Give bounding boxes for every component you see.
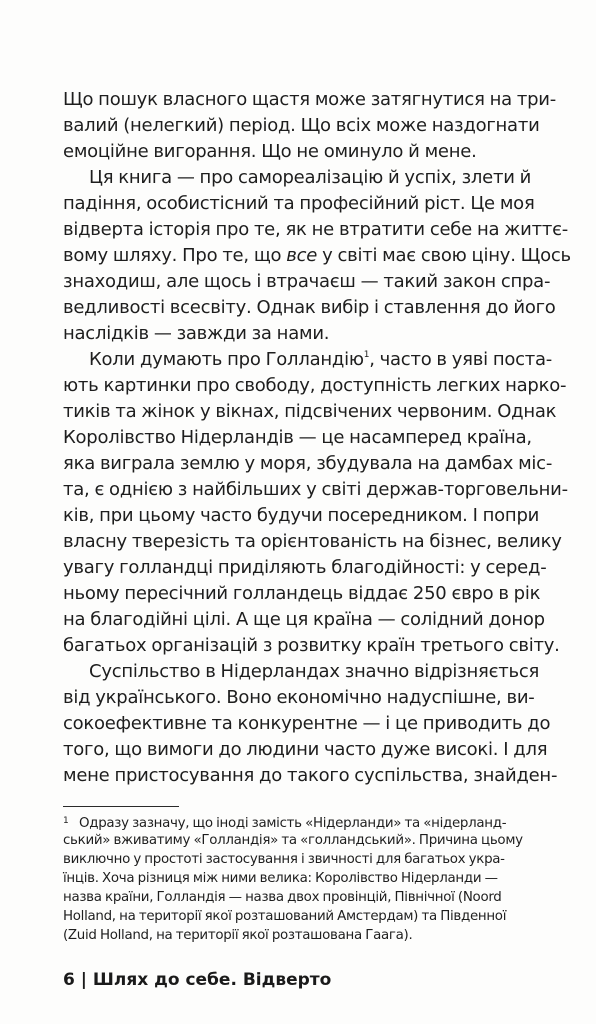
text-line: Що пошук власного щастя може затягнутися на три- (63, 89, 556, 110)
text-segment: Коли думають про Голландію (89, 349, 364, 370)
text-line: ведливості всесвіту. Однак вибір і ставлення до його (63, 297, 556, 318)
text-line (63, 243, 583, 269)
text-line: увагу голландці приділяють благодійності: у серед- (63, 557, 547, 578)
footnote-divider (63, 806, 179, 807)
footnote-number: 1 (63, 816, 69, 826)
footnote-line: їнців. Хоча різниця між ними велика: Королівство Нідерланди — (63, 871, 498, 886)
emphasized-word: все (286, 245, 318, 266)
text-line: від українського. Воно економічно надуспішне, ви- (63, 687, 535, 708)
page-footer: 6 | Шлях до себе. Відверто (63, 970, 332, 990)
text-line: ків, при цьому часто будучи посередником. І попри (63, 505, 540, 526)
text-line: яка виграла землю у моря, збудувала на дамбах міс- (63, 453, 553, 474)
text-line: Ця книга — про самореалізацію й успіх, злети й (89, 167, 532, 188)
text-line: наслідків — завжди за нами. (63, 323, 330, 344)
text-segment: , часто в уяві поста- (369, 349, 553, 370)
footnote-line: (Zuid Holland, на території якої розташована Гаага). (63, 928, 413, 943)
text-line: сокоефективне та конкурентне — і це приводить до (63, 713, 551, 734)
text-line: ють картинки про свободу, доступність легких нарко- (63, 375, 567, 396)
text-line: падіння, особистісний та професійний ріст. Це моя (63, 193, 535, 214)
footnote-text: Одразу зазначу, що іноді замість «Нідерланди» та «нідерланд- (79, 816, 507, 831)
text-line: Суспільство в Нідерландах значно відрізняється (89, 661, 540, 682)
text-line: на благодійні цілі. А ще ця країна — солідний донор (63, 609, 545, 630)
text-line: власну тверезість та орієнтованість на бізнес, велику (63, 531, 562, 552)
text-line: багатьох організацій з розвитку країн третього світу. (63, 635, 560, 656)
text-line: валий (нелегкий) період. Що всіх може наздогнати (63, 115, 540, 136)
text-line: тиків та жінок у вікнах, підсвічених червоним. Однак (63, 401, 557, 422)
footnote-line (63, 812, 583, 831)
text-segment: у світі має свою ціну. Щось (317, 245, 571, 266)
footnote-line: виключно у простоті застосування і звичності для багатьох укра- (63, 852, 505, 867)
text-segment: вому шляху. Про те, що (63, 245, 287, 266)
text-line: та, є однією з найбільших у світі держав-торговельни- (63, 479, 568, 500)
text-line: ньому пересічний голландець віддає 250 євро в рік (63, 583, 541, 604)
text-line: відверта історія про те, як не втратити себе на життє- (63, 219, 568, 240)
footnote-line: назва країни, Голландія — назва двох провінцій, Північної (Noord (63, 890, 502, 905)
footnote-line: Holland, на території якої розташований Амстердам) та Південної (63, 909, 507, 924)
footnote-reference: 1 (363, 350, 370, 360)
text-line: Королівство Нідерландів — це насамперед країна, (63, 427, 532, 448)
text-line: того, що вимоги до людини часто дуже високі. І для (63, 739, 548, 760)
footnote-line: ський» вживатиму «Голландія» та «голландський». Причина цьому (63, 833, 523, 848)
text-line: мене пристосування до такого суспільства, знайден- (63, 765, 558, 786)
text-line: знаходиш, але щось і втрачаєш — такий закон спра- (63, 271, 551, 292)
text-line (63, 347, 583, 373)
main-text (63, 87, 583, 789)
footnote (63, 812, 583, 945)
text-line: емоційне вигорання. Що не оминуло й мене. (63, 141, 477, 162)
